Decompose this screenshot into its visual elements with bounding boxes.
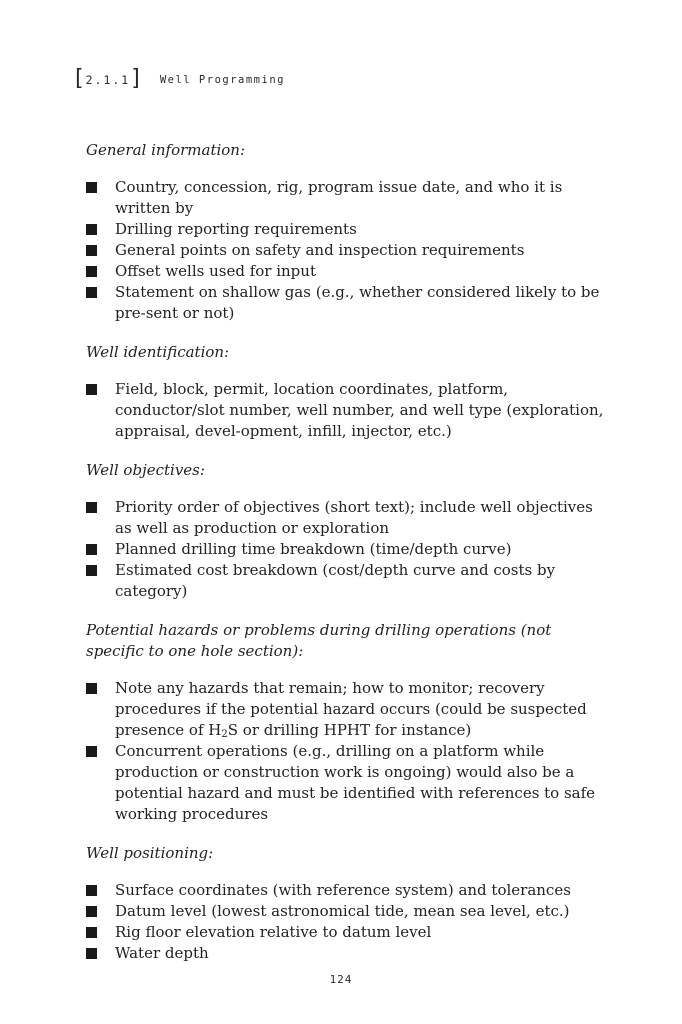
section-heading: Well identification:: [86, 343, 230, 361]
bullet-square-icon: [86, 683, 97, 694]
bullet-square-icon: [86, 746, 97, 757]
h2s-subscript: 2: [221, 729, 228, 740]
bullet-list: [86, 177, 606, 324]
list-item: Concurrent operations (e.g., drilling on a platform while production or construction work is ongoing) would also be a potential hazard and must be identified with references to safe working procedures: [86, 741, 606, 825]
section-heading: Well positioning:: [86, 844, 214, 862]
section-heading: Potential hazards or problems during drilling operations (not specific to one hole section):: [86, 621, 552, 660]
bullet-list: [86, 880, 606, 964]
list-item: Water depth: [86, 943, 606, 964]
bullet-list: [86, 678, 606, 825]
bullet-square-icon: [86, 502, 97, 513]
page-number: 124: [329, 973, 353, 986]
list-item: Priority order of objectives (short text); include well objectives as well as production or exploration: [86, 497, 606, 539]
list-item: Statement on shallow gas (e.g., whether considered likely to be pre-sent or not): [86, 282, 606, 324]
bullet-square-icon: [86, 224, 97, 235]
bullet-square-icon: [86, 927, 97, 938]
bullet-square-icon: [86, 544, 97, 555]
bullet-square-icon: [86, 565, 97, 576]
left-bracket: [: [75, 66, 84, 91]
body-text: [86, 140, 606, 982]
list-item: General points on safety and inspection requirements: [86, 240, 606, 261]
bullet-square-icon: [86, 287, 97, 298]
bullet-square-icon: [86, 948, 97, 959]
bullet-square-icon: [86, 906, 97, 917]
running-header: [75, 66, 285, 94]
list-item: Datum level (lowest astronomical tide, mean sea level, etc.): [86, 901, 606, 922]
list-item: Rig floor elevation relative to datum level: [86, 922, 606, 943]
bullet-list: [86, 497, 606, 602]
section-well-positioning: [86, 843, 606, 964]
right-bracket: ]: [131, 66, 140, 91]
bullet-list: [86, 379, 606, 442]
list-item: Drilling reporting requirements: [86, 219, 606, 240]
section-heading: General information:: [86, 141, 246, 159]
list-item: Field, block, permit, location coordinates, platform, conductor/slot number, well number, and well type (exploration, appraisal, devel-opment, infill, injector, etc.): [86, 379, 606, 442]
section-well-identification: [86, 342, 606, 442]
section-title: Well Programming: [159, 74, 285, 86]
bullet-square-icon: [86, 266, 97, 277]
list-item: Surface coordinates (with reference system) and tolerances: [86, 880, 606, 901]
section-general-information: [86, 140, 606, 324]
bullet-square-icon: [86, 885, 97, 896]
bullet-square-icon: [86, 384, 97, 395]
list-item: Planned drilling time breakdown (time/depth curve): [86, 539, 606, 560]
bullet-square-icon: [86, 245, 97, 256]
section-potential-hazards: [86, 620, 606, 825]
section-number: 2.1.1: [85, 73, 131, 87]
list-item: Note any hazards that remain; how to monitor; recovery procedures if the potential hazard occurs (could be suspected presence of $H_2S$ or drilling HPHT for instance): [86, 678, 606, 741]
list-item: Estimated cost breakdown (cost/depth curve and costs by category): [86, 560, 606, 602]
list-item: Country, concession, rig, program issue date, and who it is written by: [86, 177, 606, 219]
section-well-objectives: [86, 460, 606, 602]
bullet-square-icon: [86, 182, 97, 193]
list-item: Offset wells used for input: [86, 261, 606, 282]
section-heading: Well objectives:: [86, 461, 205, 479]
